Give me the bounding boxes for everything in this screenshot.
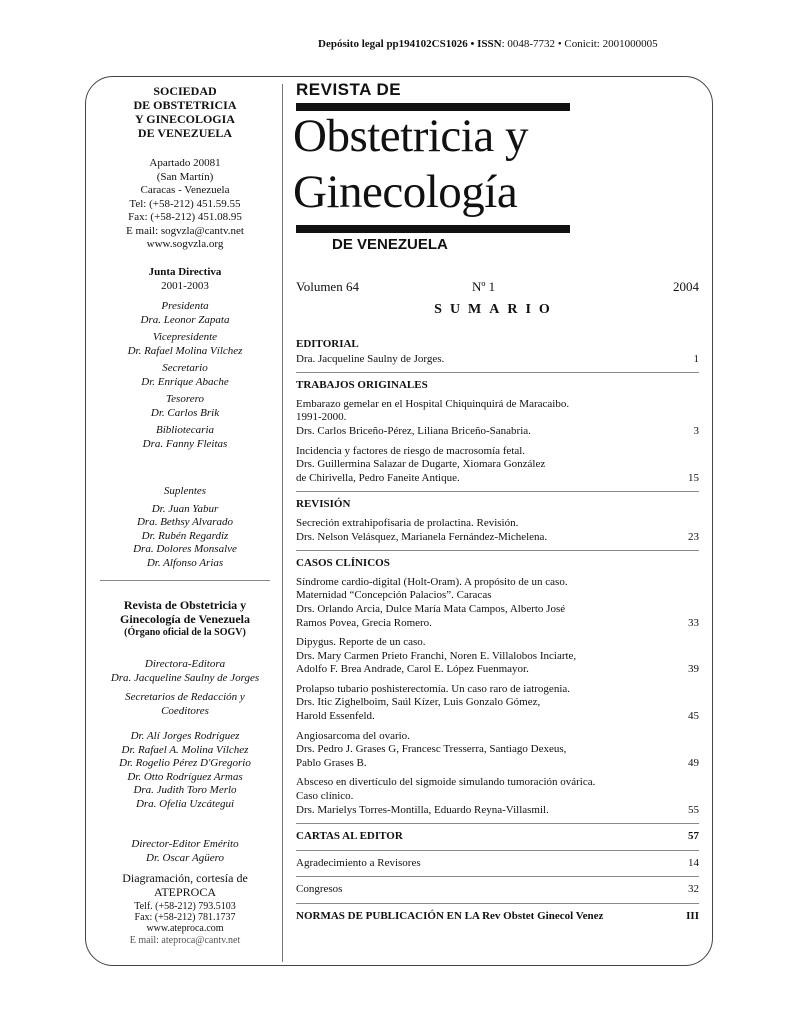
issn-label: ISSN xyxy=(477,38,502,50)
diag-email[interactable]: E mail: ateproca@cantv.net xyxy=(129,935,241,946)
entry-line: Congresos xyxy=(296,883,343,896)
issn-number: : 0048-7732 xyxy=(501,38,556,50)
secretario-name: Dr. Otto Rodríguez Armas xyxy=(127,770,243,783)
toc-entry-cartas[interactable] xyxy=(296,830,699,844)
entry-line: Absceso en divertículo del sigmoide simulando tumoración ovárica. xyxy=(296,776,596,789)
page-number: 32 xyxy=(688,883,699,896)
toc-entry-normas[interactable] xyxy=(296,910,699,924)
masthead-title xyxy=(293,108,528,220)
page-number: 23 xyxy=(688,530,699,543)
entry-line: Adolfo F. Brea Andrade, Carol E. López Fuenmayor. xyxy=(296,663,529,676)
entry-line: Dra. Jacqueline Saulny de Jorges. xyxy=(296,352,445,365)
toc-entry[interactable] xyxy=(296,730,699,771)
role-tesorero xyxy=(92,393,278,420)
secretarios-title: Coeditores xyxy=(161,704,209,717)
secretario-name: Dr. Rafael A. Molina Vílchez xyxy=(121,743,249,756)
section-trabajos-originales: TRABAJOS ORIGINALES xyxy=(296,379,428,392)
entry-line: Drs. Marielys Torres-Montilla, Eduardo Reyna-Villasmil. xyxy=(296,803,549,816)
publication-reference: Depósito legal pp194102CS1026 • ISSN: 0048-7732 • Conicit: 2001000005 xyxy=(318,38,658,50)
toc-entry[interactable] xyxy=(296,517,699,544)
entry-line: Drs. Itic Zighelboim, Saúl Kízer, Luis Gonzalo Gómez, xyxy=(296,696,541,709)
entry-line: Pablo Grases B. xyxy=(296,756,367,769)
page-number: 49 xyxy=(688,756,699,769)
secretarios-title: Secretarios de Redacción y xyxy=(125,691,245,703)
suplente-name: Dr. Alfonso Arias xyxy=(146,556,224,569)
entry-line: Maternidad “Concepción Palacios”. Caracas xyxy=(296,589,492,602)
entry-line: Harold Essenfeld. xyxy=(296,710,375,723)
suplente-name: Dra. Dolores Monsalve xyxy=(133,543,237,555)
suplente-name: Dra. Bethsy Alvarado xyxy=(136,516,234,528)
entry-line: Síndrome cardio-digital (Holt-Oram). A propósito de un caso. xyxy=(296,575,568,588)
emerito-name: Dr. Oscar Agüero xyxy=(146,851,224,864)
junta-title: Junta Directiva xyxy=(148,266,222,278)
society-name-line: Y GINECOLOGIA xyxy=(135,112,235,126)
toc-separator xyxy=(296,550,699,551)
title-line: Obstetricia y xyxy=(293,110,528,162)
society-name-line: SOCIEDAD xyxy=(153,84,217,98)
entry-line: Embarazo gemelar en el Hospital Chiquinquirá de Maracaibo. xyxy=(296,397,570,410)
diag-website[interactable]: www.ateproca.com xyxy=(146,923,224,934)
role-name: Dr. Carlos Brik xyxy=(150,406,220,419)
toc-separator xyxy=(296,850,699,851)
society-name-line: DE VENEZUELA xyxy=(137,126,233,140)
role-title: Bibliotecaria xyxy=(155,424,215,436)
page-number: 1 xyxy=(693,352,699,365)
junta-years: 2001-2003 xyxy=(161,279,209,292)
volume: Volumen 64 xyxy=(296,279,359,294)
role-title: Presidenta xyxy=(161,300,209,312)
toc-separator xyxy=(296,876,699,877)
directora-name: Dra. Jacqueline Saulny de Jorges xyxy=(110,671,260,684)
editorial-staff xyxy=(92,658,278,811)
diag-company: ATEPROCA xyxy=(153,884,216,899)
toc-separator xyxy=(296,823,699,824)
entry-line: Agradecimiento a Revisores xyxy=(296,856,421,869)
editor-emerito xyxy=(92,838,278,865)
junta-directiva-heading xyxy=(92,266,278,293)
page-number: 45 xyxy=(688,710,699,723)
entry-line: Angiosarcoma del ovario. xyxy=(296,729,410,742)
address-line: Tel: (+58-212) 451.59.55 xyxy=(129,197,241,210)
emerito-title: Director-Editor Emérito xyxy=(131,838,239,850)
diag-phone: Telf. (+58-212) 793.5103 xyxy=(134,901,236,912)
toc-entry[interactable] xyxy=(296,576,699,630)
email-link[interactable]: E mail: sogvzla@cantv.net xyxy=(126,224,244,237)
toc-entry[interactable] xyxy=(296,353,699,367)
issue-year: 2004 xyxy=(673,279,699,294)
deposito-legal: Depósito legal pp194102CS1026 xyxy=(318,38,468,50)
entry-line: Dipygus. Reporte de un caso. xyxy=(296,636,426,649)
suplente-name: Dr. Rubén Regardiz xyxy=(141,529,229,542)
revista-name-line: Ginecología de Venezuela xyxy=(120,612,250,626)
toc-separator xyxy=(296,903,699,904)
revista-organ: (Órgano oficial de la SOGV) xyxy=(124,627,246,638)
section-editorial: EDITORIAL xyxy=(296,338,359,350)
society-address xyxy=(92,157,278,252)
diag-fax: Fax: (+58-212) 781.1737 xyxy=(134,912,236,923)
role-vicepresidente xyxy=(92,331,278,358)
page-number: 15 xyxy=(688,471,699,484)
sumario-heading: SUMARIO xyxy=(434,302,558,317)
entry-line: Drs. Nelson Velásquez, Marianela Fernández-Michelena. xyxy=(296,530,548,543)
issue-number: Nº 1 xyxy=(472,279,496,294)
masthead-bottom: DE VENEZUELA xyxy=(332,236,448,253)
page-number: 57 xyxy=(688,830,699,843)
role-name: Dr. Enrique Abache xyxy=(141,375,229,388)
conicit: • Conicit: 2001000005 xyxy=(557,38,658,50)
revista-name xyxy=(92,598,278,640)
column-divider xyxy=(282,84,283,962)
junta-roles xyxy=(92,300,278,455)
address-line: (San Martín) xyxy=(156,170,214,183)
table-of-contents xyxy=(296,338,699,930)
diag-line: Diagramación, cortesía de xyxy=(122,871,248,885)
role-name: Dra. Fanny Fleitas xyxy=(142,437,228,450)
role-title: Vicepresidente xyxy=(152,331,218,343)
society-name xyxy=(92,84,278,140)
suplente-name: Dr. Juan Yabur xyxy=(151,502,219,515)
toc-entry-agradecimiento[interactable] xyxy=(296,857,699,871)
diagramacion xyxy=(92,872,278,947)
role-title: Tesorero xyxy=(166,393,204,405)
toc-entry[interactable] xyxy=(296,776,699,817)
entry-line: de Chirivella, Pedro Faneite Antique. xyxy=(296,471,460,484)
title-line: Ginecología xyxy=(293,166,518,218)
secretario-name: Dr. Rogelio Pérez D'Gregorio xyxy=(119,757,251,769)
toc-entry[interactable] xyxy=(296,398,699,439)
role-name: Dr. Rafael Molina Vílchez xyxy=(127,344,243,357)
role-secretario xyxy=(92,362,278,389)
entry-line: Drs. Carlos Briceño-Pérez, Liliana Briceño-Sanabria. xyxy=(296,424,531,437)
entry-line: Drs. Pedro J. Grases G, Francesc Tresserra, Santiago Dexeus, xyxy=(296,743,567,756)
role-presidenta xyxy=(92,300,278,327)
role-bibliotecaria xyxy=(92,424,278,451)
page-number: 33 xyxy=(688,616,699,629)
page-number: 14 xyxy=(688,856,699,869)
revista-name-line: Revista de Obstetricia y xyxy=(123,598,247,612)
section-casos-clinicos: CASOS CLÍNICOS xyxy=(296,557,390,570)
role-title: Secretario xyxy=(162,362,208,374)
left-separator xyxy=(100,580,270,581)
entry-line: Secreción extrahipofisaria de prolactina. Revisión. xyxy=(296,516,519,529)
toc-entry[interactable] xyxy=(296,636,699,677)
secretario-name: Dra. Ofelia Uzcátegui xyxy=(135,797,235,810)
address-line: Apartado 20081 xyxy=(149,157,221,169)
entry-line: Drs. Mary Carmen Prieto Franchi, Noren E. Villalobos Inciarte, xyxy=(296,649,577,662)
toc-entry-congresos[interactable] xyxy=(296,883,699,897)
entry-line: Caso clínico. xyxy=(296,790,354,803)
address-line: Fax: (+58-212) 451.08.95 xyxy=(128,211,242,223)
address-line: Caracas - Venezuela xyxy=(140,184,230,196)
entry-line: Incidencia y factores de riesgo de macrosomía fetal. xyxy=(296,444,526,457)
entry-line: Prolapso tubario poshisterectomía. Un caso raro de iatrogenia. xyxy=(296,682,571,695)
masthead-bar-bottom xyxy=(296,225,570,233)
page-number: III xyxy=(686,910,699,922)
section-revision: REVISIÓN xyxy=(296,498,351,511)
role-name: Dra. Leonor Zapata xyxy=(140,313,230,326)
toc-separator xyxy=(296,372,699,373)
page-number: 39 xyxy=(688,663,699,676)
website-link[interactable]: www.sogvzla.org xyxy=(146,238,224,250)
masthead-top: REVISTA DE xyxy=(296,80,402,99)
secretario-name: Dra. Judith Toro Merlo xyxy=(133,784,237,796)
suplentes xyxy=(92,485,278,570)
section-cartas: CARTAS AL EDITOR xyxy=(296,830,403,843)
toc-separator xyxy=(296,491,699,492)
secretario-name: Dr. Alí Jorges Rodríguez xyxy=(130,730,240,742)
page-number: 3 xyxy=(693,424,699,437)
suplentes-title: Suplentes xyxy=(163,485,207,497)
entry-line: Ramos Povea, Grecia Romero. xyxy=(296,616,432,629)
directora-title: Directora-Editora xyxy=(144,658,226,670)
entry-line: Drs. Guillermina Salazar de Dugarte, Xiomara González xyxy=(296,458,546,471)
toc-entry[interactable] xyxy=(296,683,699,724)
entry-line: NORMAS DE PUBLICACIÓN EN LA Rev Obstet Ginecol Venez xyxy=(296,910,604,922)
page-number: 55 xyxy=(688,803,699,816)
society-name-line: DE OBSTETRICIA xyxy=(133,98,237,112)
entry-line: 1991-2000. xyxy=(296,411,347,424)
toc-entry[interactable] xyxy=(296,445,699,486)
entry-line: Drs. Orlando Arcia, Dulce María Mata Campos, Alberto José xyxy=(296,602,566,615)
